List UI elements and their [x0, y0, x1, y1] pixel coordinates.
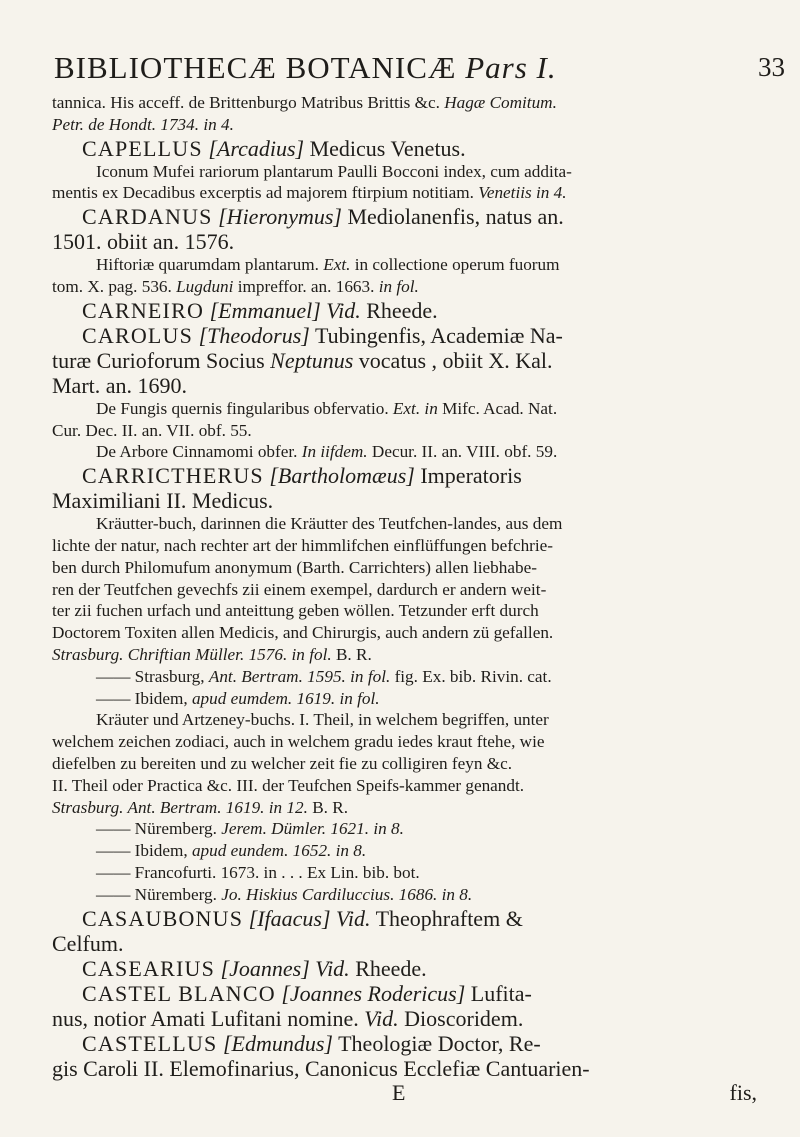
text-line: Petr. de Hondt. 1734. in 4.	[52, 114, 234, 134]
text-line: II. Theil oder Practica &c. III. der Teufchen Speifs-kammer genandt.	[52, 775, 525, 795]
text-line: Cur. Dec. II. an. VII. obf. 55.	[52, 420, 252, 440]
text-line: De Arbore Cinnamomi obfer. In iifdem. Decur. II. an. VIII. obf. 59.	[96, 442, 558, 462]
entry-heading: CASEARIUS [Joannes] Vid. Rheede.	[82, 955, 427, 981]
text-line: Kräutter-buch, darinnen die Kräutter des Teutfchen-landes, aus dem	[96, 514, 563, 534]
text-line: Hiftoriæ quarumdam plantarum. Ext. in collectione operum fuorum	[96, 255, 560, 275]
text-line: —— Strasburg, Ant. Bertram. 1595. in fol. fig. Ex. bib. Rivin. cat.	[96, 666, 552, 686]
text-line: turæ Curioforum Socius Neptunus vocatus , obiit X. Kal.	[52, 347, 553, 373]
entry-heading: CASTELLUS [Edmundus] Theologiæ Doctor, Re-	[82, 1030, 541, 1056]
text-line: Iconum Mufei rariorum plantarum Paulli Bocconi index, cum addita-	[96, 161, 572, 181]
text-line: nus, notior Amati Lufitani nomine. Vid. Dioscoridem.	[52, 1005, 524, 1031]
text-line: —— Nüremberg. Jo. Hiskius Cardiluccius. 1686. in 8.	[96, 884, 473, 904]
entry-heading: CARRICTHERUS [Bartholomæus] Imperatoris	[82, 463, 522, 489]
text-line: welchem zeichen zodiaci, auch in welchem gradu iedes kraut ftehe, wie	[52, 732, 545, 752]
text-line: tannica. His acceff. de Brittenburgo Matribus Brittis &c. Hagæ Comitum.	[52, 93, 557, 112]
entry-heading: CASAUBONUS [Ifaacus] Vid. Theophraftem &	[82, 905, 523, 931]
text-line: —— Francofurti. 1673. in . . . Ex Lin. bib. bot.	[96, 862, 420, 882]
text-line: Celfum.	[52, 930, 124, 956]
text-line: De Fungis quernis fingularibus obfervatio. Ext. in Mifc. Acad. Nat.	[96, 398, 558, 418]
text-line: ben durch Philomufum anonymum (Barth. Carrichters) allen liebhabe-	[52, 557, 537, 577]
text-line: ren der Teutfchen gevechfs zii einem exempel, dardurch er andern weit-	[52, 579, 547, 599]
catchword: fis,	[729, 1079, 757, 1105]
text-line: mentis ex Decadibus excerptis ad majorem ftirpium notitiam. Venetiis in 4.	[52, 183, 567, 203]
entry-heading: CASTEL BLANCO [Joannes Rodericus] Lufita-	[82, 980, 532, 1006]
running-header	[52, 40, 787, 92]
text-line: Mart. an. 1690.	[52, 372, 188, 398]
signature-mark: E	[392, 1079, 406, 1105]
text-line: lichte der natur, nach rechter art der himmlifchen einflüffungen befchrie-	[52, 535, 554, 555]
text-line: Strasburg. Chriftian Müller. 1576. in fol. B. R.	[52, 644, 372, 664]
text-line: Doctorem Toxiten allen Medicis, and Chirurgis, auch andern zü gefallen.	[52, 623, 554, 643]
text-line: 1501. obiit an. 1576.	[52, 229, 235, 255]
entry-heading: CARNEIRO [Emmanuel] Vid. Rheede.	[82, 297, 438, 323]
text-line: ter zii fuchen urfach und anteittung geben wöllen. Tetzunder erft durch	[52, 601, 539, 621]
book-page	[52, 40, 787, 1120]
text-line: Strasburg. Ant. Bertram. 1619. in 12. B. R.	[52, 797, 349, 817]
text-line: —— Ibidem, apud eumdem. 1619. in fol.	[96, 688, 380, 708]
page-number: 33	[758, 52, 785, 82]
entry-heading: CAPELLUS [Arcadius] Medicus Venetus.	[82, 135, 466, 161]
text-line: Maximiliani II. Medicus.	[52, 488, 274, 514]
text-line: gis Caroli II. Elemofinarius, Canonicus Ecclefiæ Cantuarien-	[52, 1055, 590, 1081]
text-line: —— Ibidem, apud eundem. 1652. in 8.	[96, 841, 367, 861]
text-line: diefelben zu bereiten und zu welcher zeit fie zu colligiren feyn &c.	[52, 753, 513, 773]
body-text	[52, 92, 787, 1105]
text-line: Kräuter und Artzeney-buchs. I. Theil, in welchem begriffen, unter	[96, 710, 549, 730]
entry-heading: CAROLUS [Theodorus] Tubingenfis, Academiæ Na-	[82, 322, 563, 348]
text-line: tom. X. pag. 536. Lugduni impreffor. an. 1663. in fol.	[52, 276, 419, 296]
entry-heading: CARDANUS [Hieronymus] Mediolanenfis, natus an.	[82, 204, 564, 230]
page-signature	[52, 1081, 787, 1105]
running-title: BIBLIOTHECÆ BOTANICÆ Pars I.	[54, 50, 557, 85]
text-line: —— Nüremberg. Jerem. Dümler. 1621. in 8.	[96, 819, 404, 839]
